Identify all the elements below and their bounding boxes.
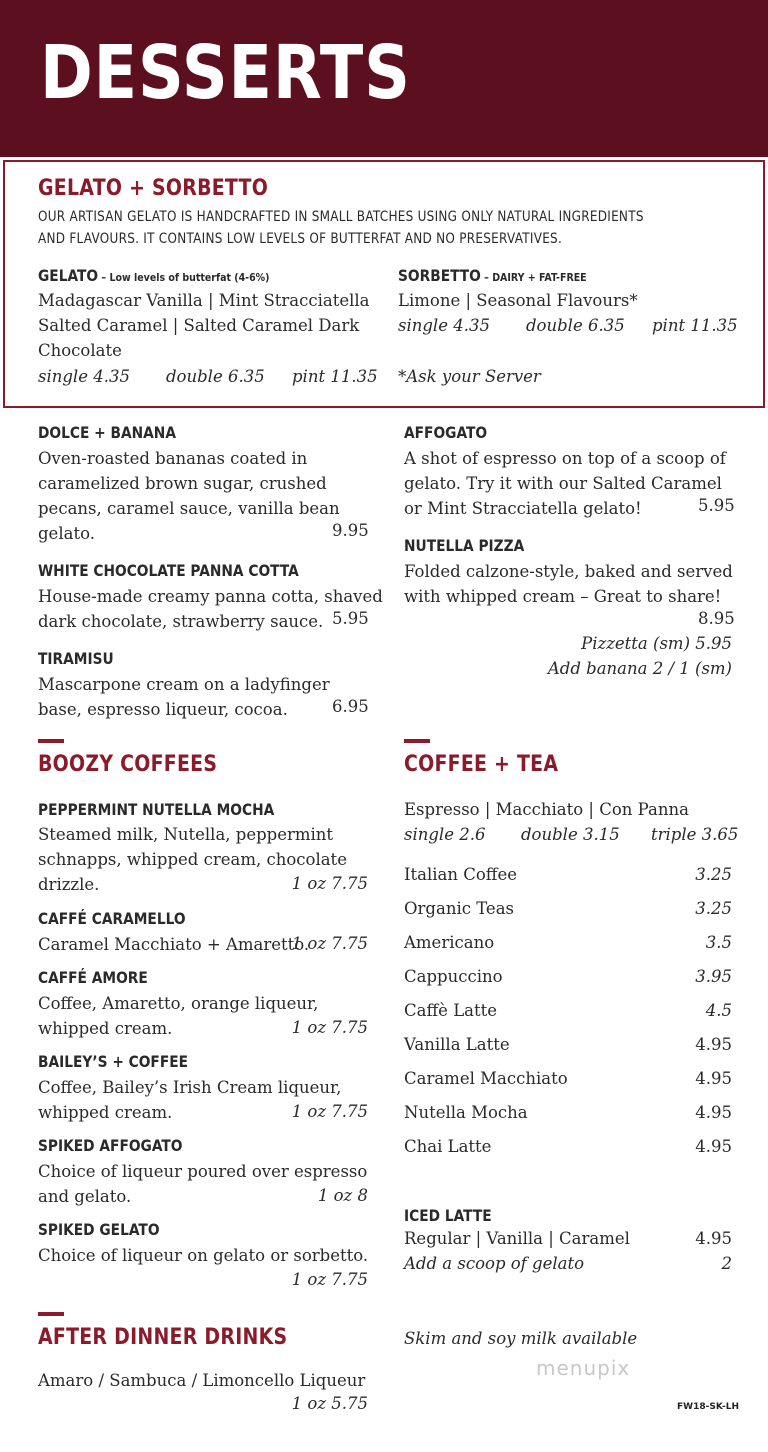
caffe-amore-name: CAFFÉ AMORE bbox=[38, 968, 148, 987]
baileys-coffee-name: BAILEY’S + COFFEE bbox=[38, 1052, 189, 1071]
gelato-flavours: Madagascar Vanilla | Mint Stracciatella Salted Caramel | Salted Caramel Dark Chocolate bbox=[38, 291, 370, 360]
iced-latte-add-gelato: Add a scoop of gelato 2 bbox=[404, 1254, 732, 1273]
espresso-options: Espresso | Macchiato | Con Panna bbox=[404, 800, 689, 819]
panna-cotta-description: House-made creamy panna cotta, shaved dark chocolate, strawberry sauce. bbox=[38, 587, 383, 631]
nutella-pizza-price: 8.95 bbox=[698, 609, 735, 628]
dolce-banana-name: DOLCE + BANANA bbox=[38, 423, 176, 442]
after-dinner-title: AFTER DINNER DRINKS bbox=[38, 1325, 288, 1350]
spiked-gelato-name: SPIKED GELATO bbox=[38, 1220, 160, 1239]
dolce-banana-description: Oven-roasted bananas coated in caramelized brown sugar, crushed pecans, caramel sauce, vanilla bean gelato. bbox=[38, 449, 340, 543]
menu-code: FW18-SK-LH bbox=[677, 1402, 740, 1412]
drink-item: Caramel Macchiato 4.95 bbox=[404, 1069, 732, 1088]
boozy-section-rule bbox=[38, 739, 64, 743]
drink-item: Cappuccino 3.95 bbox=[404, 967, 732, 986]
caffe-caramello-description: Caramel Macchiato + Amaretto. bbox=[38, 935, 310, 954]
coffee-tea-section-rule bbox=[404, 739, 430, 743]
sorbetto-single-price: single 4.35 bbox=[398, 316, 490, 335]
tiramisu-name: TIRAMISU bbox=[38, 649, 114, 668]
iced-latte-name: ICED LATTE bbox=[404, 1206, 492, 1225]
gelato-single-price: single 4.35 bbox=[38, 367, 130, 386]
spiked-gelato-price: 1 oz 7.75 bbox=[291, 1270, 368, 1289]
drink-item: Organic Teas 3.25 bbox=[404, 899, 732, 918]
gelato-pint-price: pint 11.35 bbox=[292, 367, 378, 386]
after-dinner-section-rule bbox=[38, 1312, 64, 1316]
affogato-name: AFFOGATO bbox=[404, 423, 488, 442]
peppermint-mocha-name: PEPPERMINT NUTELLA MOCHA bbox=[38, 800, 275, 819]
spiked-affogato-name: SPIKED AFFOGATO bbox=[38, 1136, 183, 1155]
menu-header bbox=[0, 0, 768, 157]
sorbetto-heading: SORBETTO – DAIRY + FAT-FREE bbox=[398, 266, 587, 285]
sorbetto-footnote: *Ask your Server bbox=[398, 367, 541, 386]
drink-item: Italian Coffee 3.25 bbox=[404, 865, 732, 884]
panna-cotta-price: 5.95 bbox=[332, 609, 369, 628]
gelato-double-price: double 6.35 bbox=[166, 367, 265, 386]
drink-item: Caffè Latte 4.5 bbox=[404, 1001, 732, 1020]
peppermint-mocha-description: Steamed milk, Nutella, peppermint schnapps, whipped cream, chocolate drizzle. bbox=[38, 825, 347, 894]
add-banana-price: Add banana 2 / 1 (sm) bbox=[547, 659, 732, 678]
boozy-coffees-title: BOOZY COFFEES bbox=[38, 752, 218, 777]
panna-cotta-name: WHITE CHOCOLATE PANNA COTTA bbox=[38, 561, 299, 580]
after-dinner-price: 1 oz 5.75 bbox=[291, 1394, 368, 1413]
pizzetta-price: Pizzetta (sm) 5.95 bbox=[581, 634, 732, 653]
caffe-caramello-price: 1 oz 7.75 bbox=[291, 934, 368, 953]
spiked-gelato-description: Choice of liqueur on gelato or sorbetto. bbox=[38, 1246, 369, 1265]
sorbetto-double-price: double 6.35 bbox=[526, 316, 625, 335]
affogato-price: 5.95 bbox=[698, 496, 735, 515]
dolce-banana-price: 9.95 bbox=[332, 521, 369, 540]
nutella-pizza-name: NUTELLA PIZZA bbox=[404, 536, 525, 555]
espresso-triple-price: triple 3.65 bbox=[651, 825, 739, 844]
iced-latte-options: Regular | Vanilla | Caramel 4.95 bbox=[404, 1229, 732, 1248]
after-dinner-drinks: Amaro / Sambuca / Limoncello Liqueur bbox=[38, 1371, 366, 1390]
gelato-section-title: GELATO + SORBETTO bbox=[38, 176, 269, 201]
page-title: DESSERTS bbox=[40, 30, 411, 116]
caffe-amore-description: Coffee, Amaretto, orange liqueur, whipped cream. bbox=[38, 994, 319, 1038]
caffe-amore-price: 1 oz 7.75 bbox=[291, 1018, 368, 1037]
spiked-affogato-price: 1 oz 8 bbox=[317, 1186, 368, 1205]
gelato-caption-1: OUR ARTISAN GELATO IS HANDCRAFTED IN SMALL BATCHES USING ONLY NATURAL INGREDIENTS bbox=[38, 209, 644, 225]
sorbetto-pint-price: pint 11.35 bbox=[652, 316, 738, 335]
nutella-pizza-description: Folded calzone-style, baked and served with whipped cream – Great to share! bbox=[404, 562, 733, 606]
baileys-coffee-description: Coffee, Bailey’s Irish Cream liqueur, whipped cream. bbox=[38, 1078, 342, 1122]
affogato-description: A shot of espresso on top of a scoop of gelato. Try it with our Salted Caramel or Mint Stracciatella gelato! bbox=[404, 449, 726, 518]
tiramisu-price: 6.95 bbox=[332, 697, 369, 716]
espresso-double-price: double 3.15 bbox=[521, 825, 620, 844]
watermark: menupix bbox=[536, 1356, 631, 1380]
drink-item: Vanilla Latte 4.95 bbox=[404, 1035, 732, 1054]
sorbetto-flavours: Limone | Seasonal Flavours* bbox=[398, 291, 638, 310]
peppermint-mocha-price: 1 oz 7.75 bbox=[291, 874, 368, 893]
tiramisu-description: Mascarpone cream on a ladyfinger base, espresso liqueur, cocoa. bbox=[38, 675, 330, 719]
coffee-tea-title: COFFEE + TEA bbox=[404, 752, 559, 777]
spiked-affogato-description: Choice of liqueur poured over espresso and gelato. bbox=[38, 1162, 368, 1206]
drink-item: Americano 3.5 bbox=[404, 933, 732, 952]
caffe-caramello-name: CAFFÉ CARAMELLO bbox=[38, 909, 186, 928]
gelato-caption-2: AND FLAVOURS. IT CONTAINS LOW LEVELS OF BUTTERFAT AND NO PRESERVATIVES. bbox=[38, 231, 563, 247]
baileys-coffee-price: 1 oz 7.75 bbox=[291, 1102, 368, 1121]
espresso-single-price: single 2.6 bbox=[404, 825, 486, 844]
drink-item: Nutella Mocha 4.95 bbox=[404, 1103, 732, 1122]
drink-item: Chai Latte 4.95 bbox=[404, 1137, 732, 1156]
milk-note: Skim and soy milk available bbox=[404, 1329, 638, 1348]
gelato-heading: GELATO – Low levels of butterfat (4-6%) bbox=[38, 266, 270, 285]
